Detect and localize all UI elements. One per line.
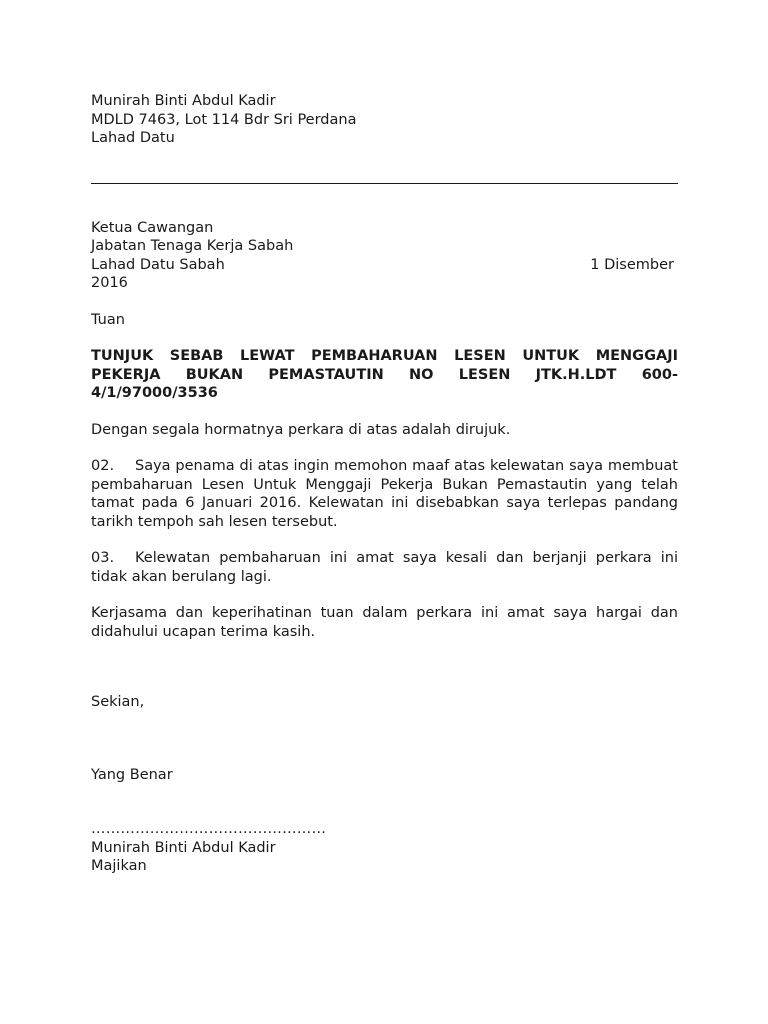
paragraph-02-text: Saya penama di atas ingin memohon maaf atas kelewatan saya membuat pembaharuan Lesen Untuk Menggaji Pekerja Bukan Pemastautin yang telah tamat pada 6 Januari 2016. Kelewatan ini disebabkan saya terlepas pandang tarikh tempoh sah lesen tersebut. bbox=[91, 458, 678, 530]
sender-address-line2: Lahad Datu bbox=[91, 130, 175, 146]
paragraph-03 bbox=[91, 549, 678, 586]
intro-paragraph: Dengan segala hormatnya perkara di atas adalah dirujuk. bbox=[91, 421, 511, 438]
paragraph-02 bbox=[91, 457, 678, 531]
subject-heading: TUNJUK SEBAB LEWAT PEMBAHARUAN LESEN UNTUK MENGGAJI PEKERJA BUKAN PEMASTAUTIN NO LESEN JTK.H.LDT 600-4/1/97000/3536 bbox=[91, 348, 678, 401]
recipient-block bbox=[91, 219, 678, 293]
recipient-line3: Lahad Datu Sabah bbox=[91, 256, 225, 273]
closing-yang-benar: Yang Benar bbox=[91, 766, 173, 783]
salutation: Tuan bbox=[91, 311, 125, 328]
letter-page bbox=[91, 92, 678, 876]
paragraph-02-number: 02. bbox=[91, 458, 115, 474]
date-day-month: 1 Disember bbox=[590, 256, 674, 273]
date-year: 2016 bbox=[91, 275, 128, 291]
recipient-line1: Ketua Cawangan bbox=[91, 219, 214, 236]
paragraph-03-number: 03. bbox=[91, 550, 115, 566]
paragraph-closing: Kerjasama dan keperihatinan tuan dalam perkara ini amat saya hargai dan didahului ucapan terima kasih. bbox=[91, 605, 678, 640]
sender-address-line1: MDLD 7463, Lot 114 Bdr Sri Perdana bbox=[91, 111, 357, 128]
signer-title: Majikan bbox=[91, 858, 147, 874]
sender-name: Munirah Binti Abdul Kadir bbox=[91, 93, 276, 109]
header-divider bbox=[91, 183, 678, 184]
signature-line: ………………………………………… bbox=[91, 821, 327, 837]
closing-sekian: Sekian, bbox=[91, 694, 145, 710]
signer-name: Munirah Binti Abdul Kadir bbox=[91, 839, 276, 856]
recipient-line2: Jabatan Tenaga Kerja Sabah bbox=[91, 238, 294, 254]
sender-block bbox=[91, 92, 678, 148]
recipient-date-row bbox=[91, 256, 678, 275]
paragraph-03-text: Kelewatan pembaharuan ini amat saya kesali dan berjanji perkara ini tidak akan berulang lagi. bbox=[91, 550, 678, 585]
